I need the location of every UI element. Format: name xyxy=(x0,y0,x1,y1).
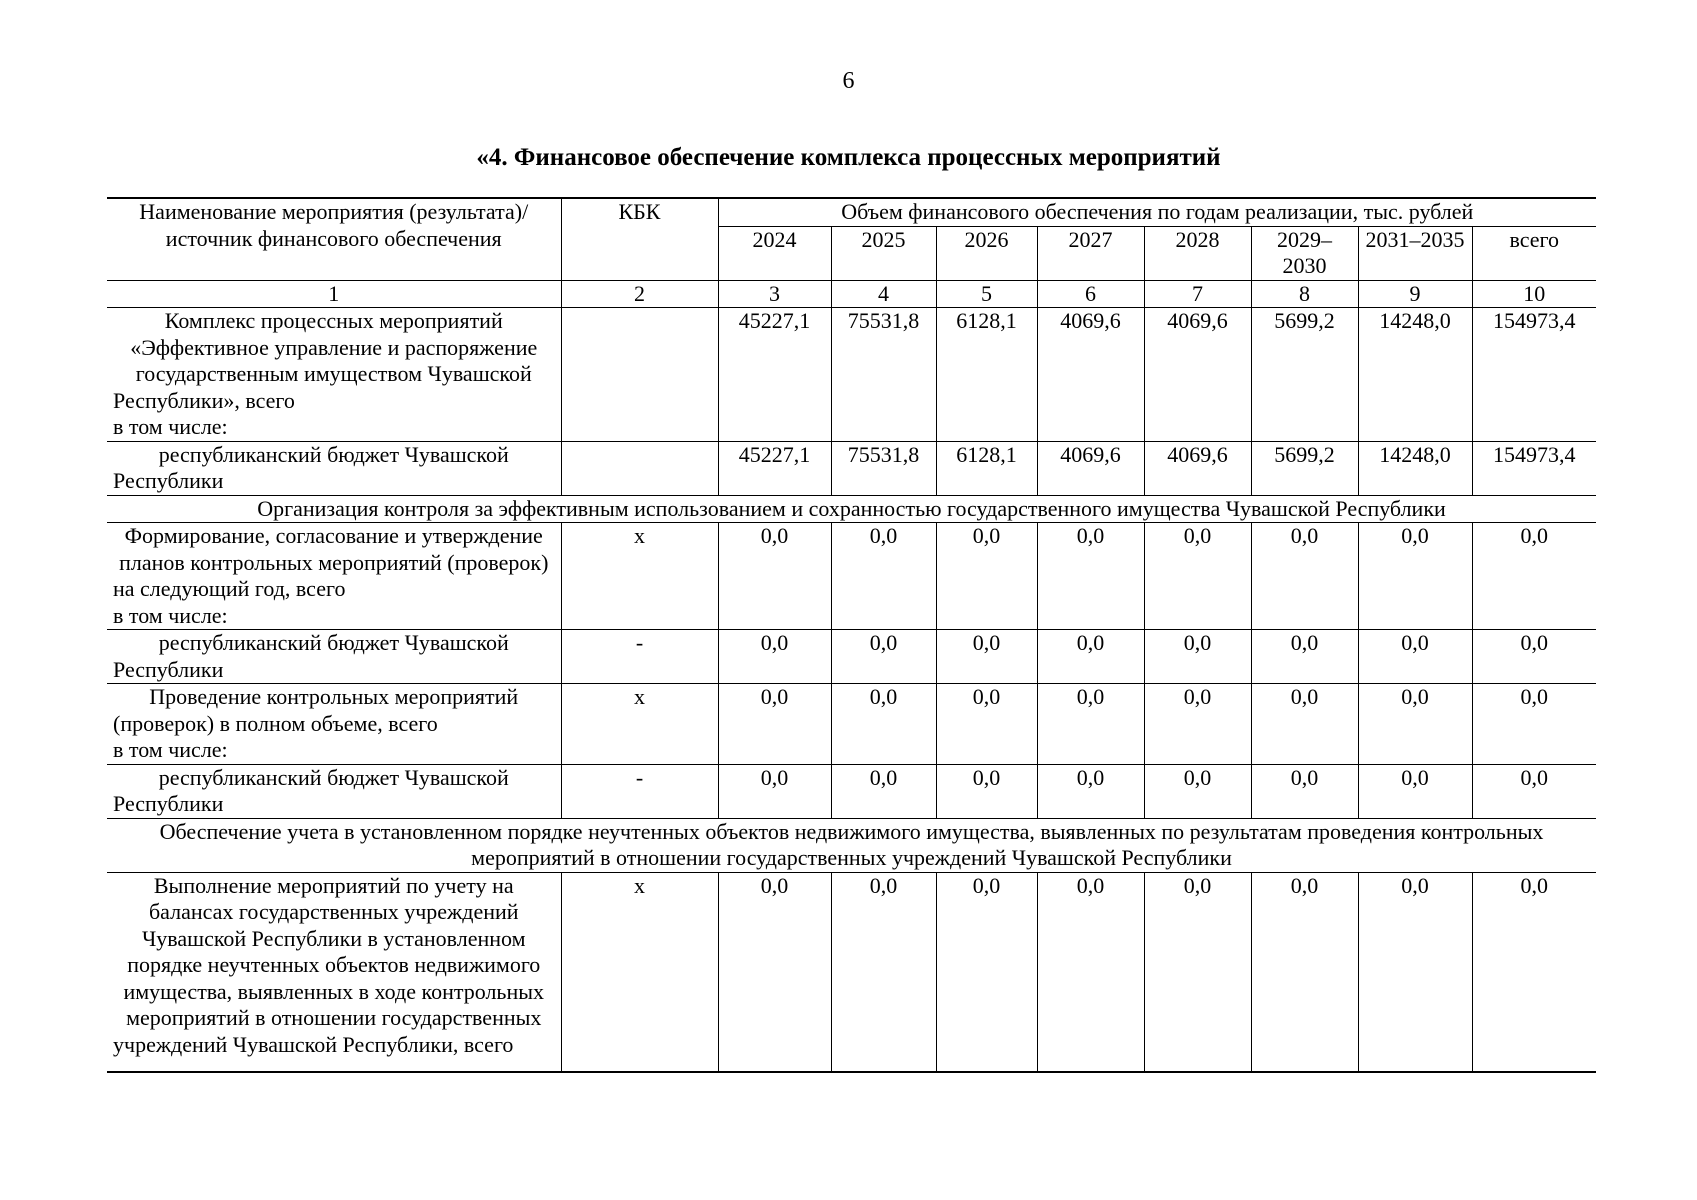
row-kbk-cell xyxy=(561,441,718,495)
row-value-cell: 0,0 xyxy=(1358,630,1472,684)
table-row xyxy=(107,308,1596,442)
row-value-cell: 0,0 xyxy=(831,630,936,684)
row-name-cell: республиканский бюджет Чувашской Республики xyxy=(107,630,561,684)
page-number: 6 xyxy=(842,68,855,94)
row-value-cell: 0,0 xyxy=(936,764,1037,818)
row-value-cell: 0,0 xyxy=(1037,523,1144,630)
row-value-cell: 6128,1 xyxy=(936,441,1037,495)
row-value-cell: 5699,2 xyxy=(1251,441,1358,495)
table-row xyxy=(107,441,1596,495)
row-name-cell: Выполнение мероприятий по учету на балансах государственных учреждений Чувашской Республики в установленном порядке неучтенных объектов недвижимого имущества, выявленных в ходе контрольных мероприятий в отношении государственных учреждений Чувашской Республики, всего xyxy=(107,872,561,1072)
header-year: 2027 xyxy=(1037,226,1144,280)
header-year: 2028 xyxy=(1144,226,1251,280)
column-number: 9 xyxy=(1358,280,1472,308)
row-value-cell: 6128,1 xyxy=(936,308,1037,442)
row-value-cell: 75531,8 xyxy=(831,441,936,495)
row-value-cell: 45227,1 xyxy=(718,308,831,442)
header-year: 2024 xyxy=(718,226,831,280)
header-row xyxy=(107,198,1596,226)
row-value-cell: 14248,0 xyxy=(1358,441,1472,495)
row-value-cell: 0,0 xyxy=(1472,523,1596,630)
column-numbers-row xyxy=(107,280,1596,308)
row-value-cell: 4069,6 xyxy=(1144,308,1251,442)
row-kbk-cell xyxy=(561,308,718,442)
column-number: 7 xyxy=(1144,280,1251,308)
row-value-cell: 0,0 xyxy=(1251,523,1358,630)
row-value-cell: 4069,6 xyxy=(1037,308,1144,442)
row-value-cell: 0,0 xyxy=(718,872,831,1072)
row-value-cell: 0,0 xyxy=(718,764,831,818)
section-title: Обеспечение учета в установленном порядке неучтенных объектов недвижимого имущества, выявленных по результатам проведения контрольных мероприятий в отношении государственных учреждений Чувашской Республики xyxy=(107,818,1596,872)
section-header-row xyxy=(107,495,1596,523)
row-value-cell: 0,0 xyxy=(936,684,1037,765)
header-year: 2029–2030 xyxy=(1251,226,1358,280)
financing-table xyxy=(107,197,1596,1073)
row-value-cell: 0,0 xyxy=(1358,764,1472,818)
header-year: 2031–2035 xyxy=(1358,226,1472,280)
row-value-cell: 154973,4 xyxy=(1472,308,1596,442)
column-number: 3 xyxy=(718,280,831,308)
page-title: «4. Финансовое обеспечение комплекса процессных мероприятий xyxy=(476,144,1221,171)
row-value-cell: 154973,4 xyxy=(1472,441,1596,495)
row-value-cell: 0,0 xyxy=(1037,764,1144,818)
row-name-cell: республиканский бюджет Чувашской Республики xyxy=(107,764,561,818)
table-row xyxy=(107,872,1596,1072)
row-value-cell: 5699,2 xyxy=(1251,308,1358,442)
row-value-cell: 0,0 xyxy=(1251,684,1358,765)
row-value-cell: 0,0 xyxy=(1037,684,1144,765)
row-value-cell: 0,0 xyxy=(936,523,1037,630)
row-value-cell: 0,0 xyxy=(1251,630,1358,684)
column-number: 2 xyxy=(561,280,718,308)
row-value-cell: 0,0 xyxy=(831,523,936,630)
table-row xyxy=(107,764,1596,818)
row-value-cell: 0,0 xyxy=(1358,872,1472,1072)
table-row xyxy=(107,630,1596,684)
row-value-cell: 0,0 xyxy=(831,684,936,765)
table-row xyxy=(107,523,1596,630)
row-value-cell: 0,0 xyxy=(1144,872,1251,1072)
table-row xyxy=(107,684,1596,765)
row-value-cell: 0,0 xyxy=(1472,764,1596,818)
column-number: 8 xyxy=(1251,280,1358,308)
row-value-cell: 0,0 xyxy=(936,872,1037,1072)
column-number: 1 xyxy=(107,280,561,308)
row-name-cell: республиканский бюджет Чувашской Республики xyxy=(107,441,561,495)
row-value-cell: 0,0 xyxy=(1144,630,1251,684)
row-value-cell: 0,0 xyxy=(1472,630,1596,684)
header-year: 2025 xyxy=(831,226,936,280)
row-kbk-cell: х xyxy=(561,523,718,630)
row-kbk-cell: х xyxy=(561,684,718,765)
row-kbk-cell: х xyxy=(561,872,718,1072)
row-value-cell: 0,0 xyxy=(718,684,831,765)
column-number: 4 xyxy=(831,280,936,308)
header-volume-column: Объем финансового обеспечения по годам реализации, тыс. рублей xyxy=(718,198,1596,226)
column-number: 6 xyxy=(1037,280,1144,308)
row-value-cell: 0,0 xyxy=(1251,872,1358,1072)
row-value-cell: 14248,0 xyxy=(1358,308,1472,442)
row-value-cell: 4069,6 xyxy=(1144,441,1251,495)
row-value-cell: 0,0 xyxy=(1251,764,1358,818)
row-kbk-cell: - xyxy=(561,630,718,684)
row-value-cell: 0,0 xyxy=(1472,872,1596,1072)
row-name-cell: Формирование, согласование и утверждение планов контрольных мероприятий (проверок) на следующий год, всего в том числе: xyxy=(107,523,561,630)
column-number: 10 xyxy=(1472,280,1596,308)
row-value-cell: 0,0 xyxy=(1037,630,1144,684)
row-value-cell: 45227,1 xyxy=(718,441,831,495)
header-name-column: Наименование мероприятия (результата)/источник финансового обеспечения xyxy=(107,198,561,280)
row-value-cell: 0,0 xyxy=(1358,684,1472,765)
row-value-cell: 75531,8 xyxy=(831,308,936,442)
row-kbk-cell: - xyxy=(561,764,718,818)
row-value-cell: 0,0 xyxy=(936,630,1037,684)
section-header-row xyxy=(107,818,1596,872)
header-year: всего xyxy=(1472,226,1596,280)
row-value-cell: 0,0 xyxy=(1144,523,1251,630)
row-value-cell: 0,0 xyxy=(718,630,831,684)
row-value-cell: 0,0 xyxy=(1472,684,1596,765)
section-title: Организация контроля за эффективным использованием и сохранностью государственного имущества Чувашской Республики xyxy=(107,495,1596,523)
header-kbk-column: КБК xyxy=(561,198,718,280)
row-name-cell: Проведение контрольных мероприятий (проверок) в полном объеме, всего в том числе: xyxy=(107,684,561,765)
row-value-cell: 0,0 xyxy=(1144,764,1251,818)
row-value-cell: 0,0 xyxy=(831,764,936,818)
row-value-cell: 0,0 xyxy=(1144,684,1251,765)
column-number: 5 xyxy=(936,280,1037,308)
row-value-cell: 0,0 xyxy=(1358,523,1472,630)
row-value-cell: 4069,6 xyxy=(1037,441,1144,495)
row-value-cell: 0,0 xyxy=(831,872,936,1072)
row-value-cell: 0,0 xyxy=(718,523,831,630)
header-year: 2026 xyxy=(936,226,1037,280)
row-name-cell: Комплекс процессных мероприятий «Эффективное управление и распоряжение государственным имуществом Чувашской Республики», всего в том числе: xyxy=(107,308,561,442)
row-value-cell: 0,0 xyxy=(1037,872,1144,1072)
